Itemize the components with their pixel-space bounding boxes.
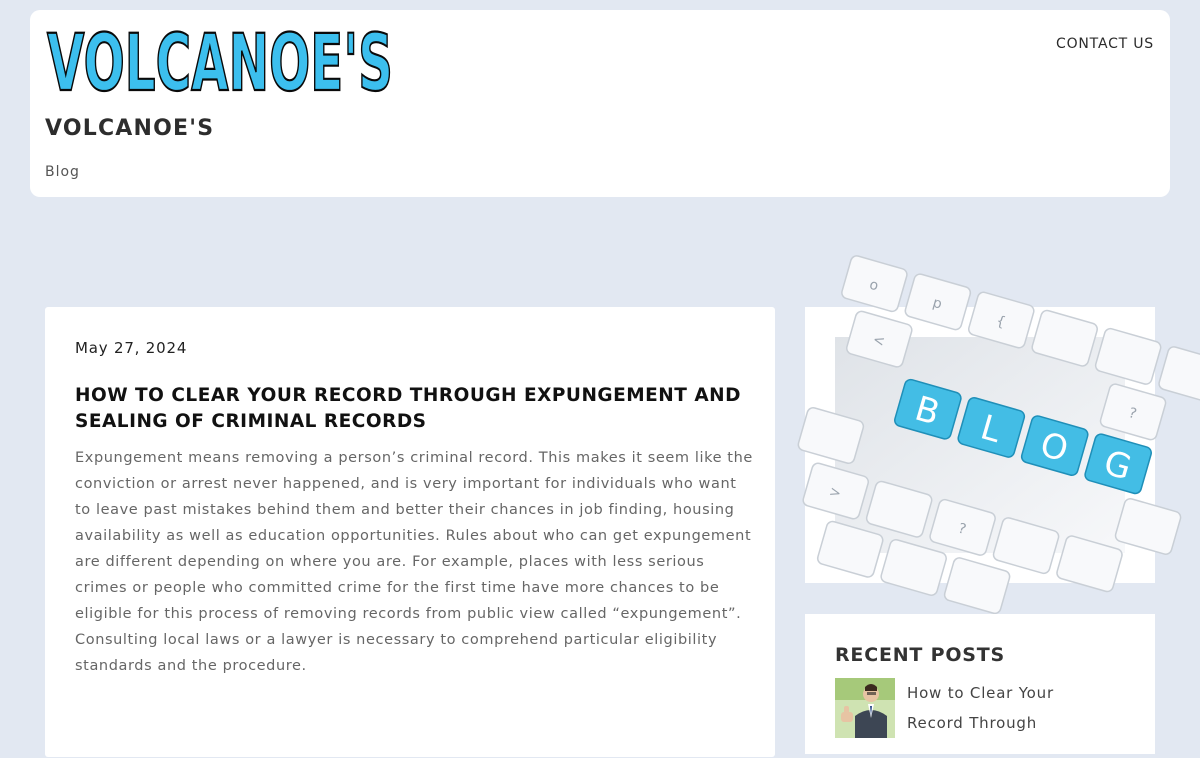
blog-key-o: O xyxy=(1035,424,1073,471)
svg-text:<: < xyxy=(870,331,887,351)
site-tagline: Blog xyxy=(45,164,80,180)
blog-key-g: G xyxy=(1099,442,1136,489)
recent-posts-title: RECENT POSTS xyxy=(835,644,1006,666)
blog-keyboard-image xyxy=(827,276,1139,553)
svg-text:p: p xyxy=(930,294,944,313)
svg-text:?: ? xyxy=(1126,405,1139,423)
blog-key-b: B xyxy=(910,388,945,434)
post-date: May 27, 2024 xyxy=(75,339,188,357)
recent-post-link[interactable]: How to Clear Your Record Through xyxy=(907,684,1054,732)
site-title[interactable]: VOLCANOE'S xyxy=(45,116,215,141)
svg-text:>: > xyxy=(827,483,844,503)
svg-text:?: ? xyxy=(956,520,968,539)
nav-contact-us[interactable]: CONTACT US xyxy=(1056,36,1154,52)
recent-post-item[interactable] xyxy=(835,678,1135,758)
site-logo[interactable] xyxy=(45,19,397,109)
article-card xyxy=(45,307,775,757)
svg-text:{: { xyxy=(994,313,1008,331)
post-title[interactable]: HOW TO CLEAR YOUR RECORD THROUGH EXPUNGEMENT AND SEALING OF CRIMINAL RECORDS xyxy=(75,385,741,432)
blog-key-l: L xyxy=(976,407,1006,452)
businessman-thumbnail[interactable] xyxy=(835,678,895,738)
recent-posts-widget xyxy=(805,614,1155,754)
site-header xyxy=(30,10,1170,197)
logo-text: VOLCANOE'S xyxy=(47,19,393,109)
post-excerpt: Expungement means removing a person’s criminal record. This makes it seem like the conviction or arrest never happened, and is very important for individuals who want to leave past mistakes behind them and better their chances in job finding, housing availability as well as education opportunities. Rules about who can get expungement are different depending on where you are. For example, places with less serious crimes or people who committed crime for the first time have more chances to be eligible for this process of removing records from public view called “expungement”. Consulting local laws or a lawyer is necessary to comprehend particular eligibility standards and the procedure. xyxy=(75,450,753,674)
svg-text:o: o xyxy=(867,276,881,295)
sidebar-image-widget xyxy=(805,276,1155,583)
